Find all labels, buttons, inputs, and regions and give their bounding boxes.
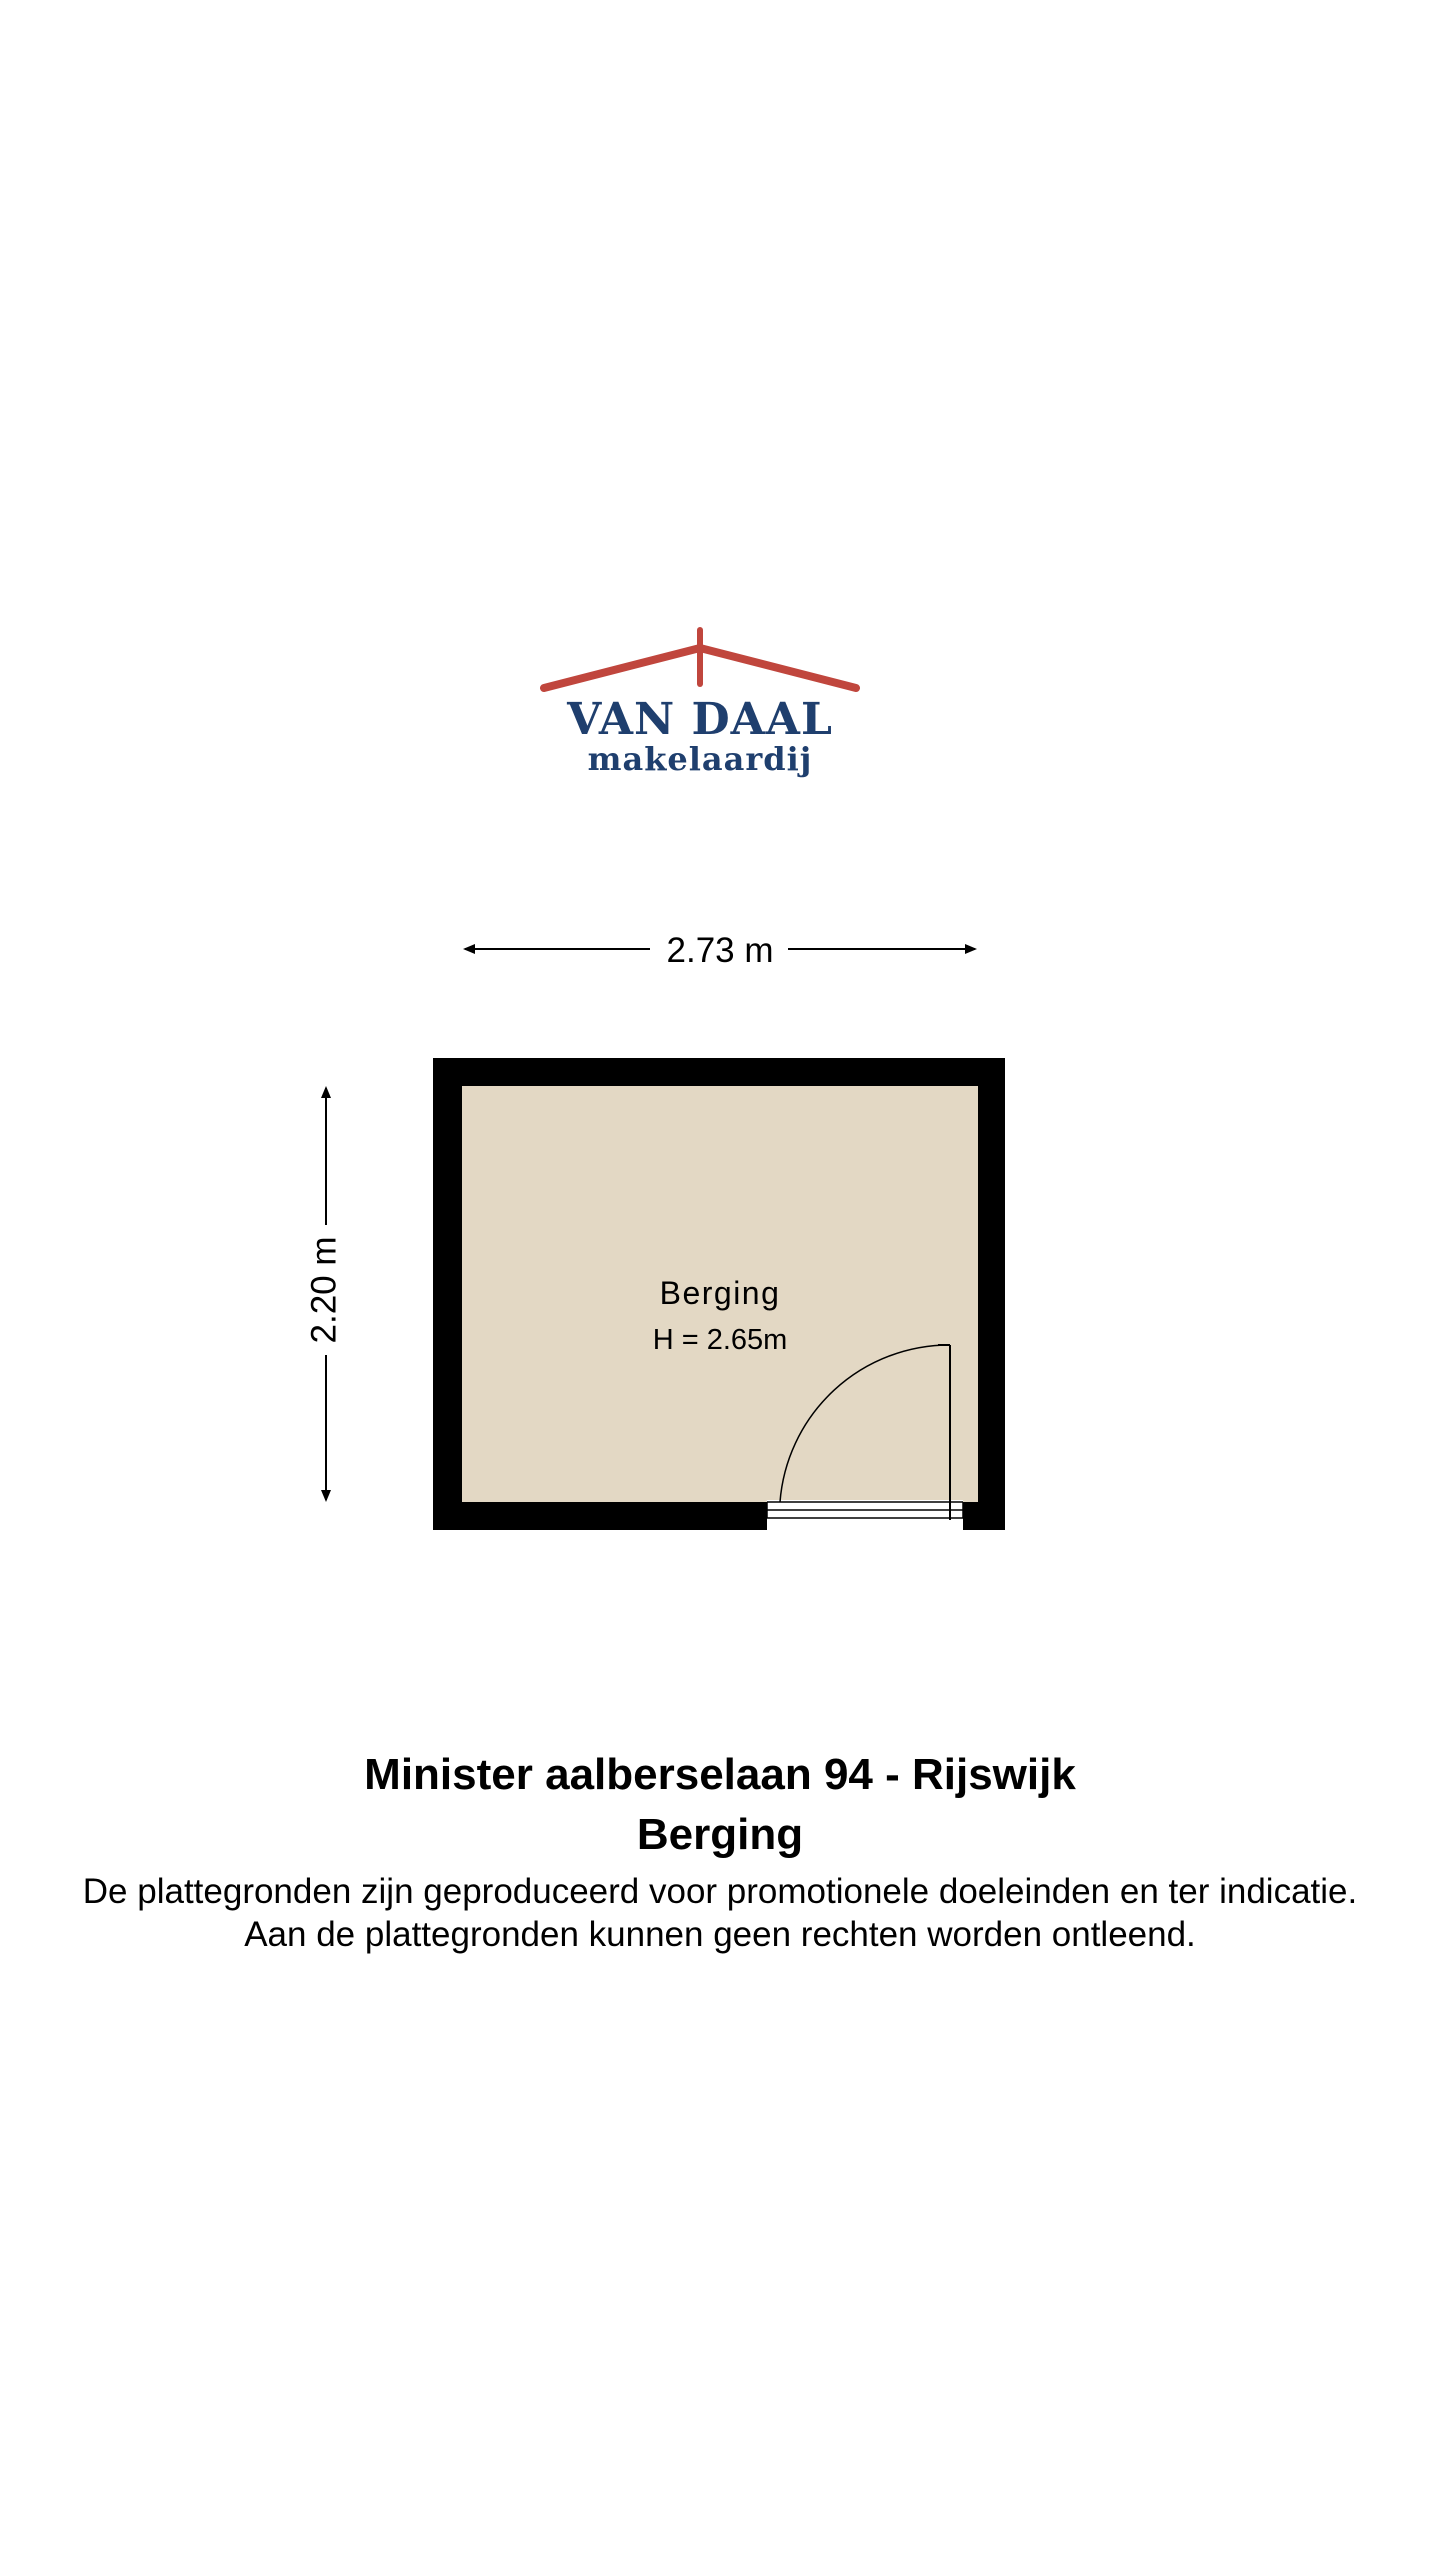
room-name: Berging [659,1275,781,1311]
logo-line1: VAN DAAL [567,694,833,745]
door-opening [767,1500,963,1532]
disclaimer-line-2: Aan de plattegronden kunnen geen rechten worden ontleend. [244,1915,1196,1954]
height-label: 2.20 m [304,1236,344,1344]
logo-roof-icon [544,630,856,688]
room-height: H = 2.65m [652,1324,788,1356]
room-title: Berging [636,1810,804,1859]
brand-logo [540,624,860,784]
width-dimension [465,931,975,970]
address-title: Minister aalberselaan 94 - Rijswijk [364,1750,1076,1799]
logo-line2: makelaardij [587,740,813,778]
floorplan-drawing [0,900,1440,1600]
floorplan [0,900,1440,1600]
logo-graphic [540,624,860,784]
height-dimension [304,1088,343,1500]
disclaimer-line-1: De plattegronden zijn geproduceerd voor promotionele doeleinden en ter indicatie. [82,1872,1358,1911]
width-label: 2.73 m [666,931,774,970]
